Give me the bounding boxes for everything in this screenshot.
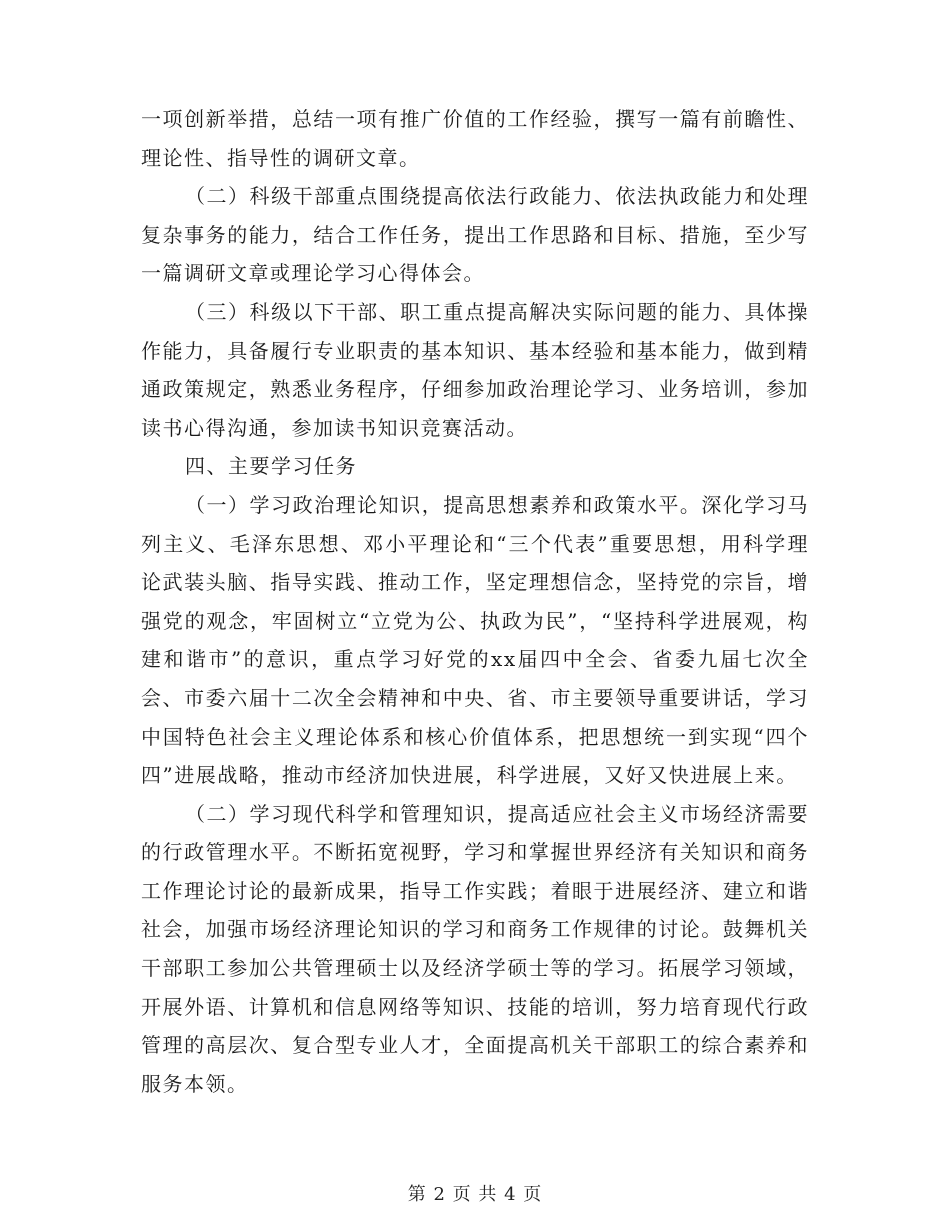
paragraph-political-theory: （一）学习政治理论知识，提高思想素养和政策水平。深化学习马列主义、毛泽东思想、邓小平理论和“三个代表”重要思想，用科学理论武装头脑、指导实践、推动工作，坚定理想信念，坚持党的宗旨，增强党的观念，牢固树立“立党为公、执政为民”，“坚持科学进展观，构建和谐市”的意识，重点学习好党的xx届四中全会、省委九届七次全会、市委六届十二次全会精神和中央、省、市主要领导重要讲话，学习中国特色社会主义理论体系和核心价值体系，把思想统一到实现“四个四”进展战略，推动市经济加快进展，科学进展，又好又快进展上来。: [141, 492, 809, 788]
paragraph-continuation: 一项创新举措，总结一项有推广价值的工作经验，撰写一篇有前瞻性、理论性、指导性的调研文章。: [141, 107, 809, 170]
paragraph-below-section-staff: （三）科级以下干部、职工重点提高解决实际问题的能力、具体操作能力，具备履行专业职责的基本知识、基本经验和基本能力，做到精通政策规定，熟悉业务程序，仔细参加政治理论学习、业务培训，参加读书心得沟通，参加读书知识竞赛活动。: [141, 299, 809, 440]
paragraph-section-level-cadres: （二）科级干部重点围绕提高依法行政能力、依法执政能力和处理复杂事务的能力，结合工作任务，提出工作思路和目标、措施，至少写一篇调研文章或理论学习心得体会。: [141, 184, 809, 286]
section-heading-main-tasks: 四、主要学习任务: [185, 454, 357, 479]
paragraph-modern-management: （二）学习现代科学和管理知识，提高适应社会主义市场经济需要的行政管理水平。不断拓宽视野，学习和掌握世界经济有关知识和商务工作理论讨论的最新成果，指导工作实践；着眼于进展经济、建立和谐社会，加强市场经济理论知识的学习和商务工作规律的讨论。鼓舞机关干部职工参加公共管理硕士以及经济学硕士等的学习。拓展学习领域，开展外语、计算机和信息网络等知识、技能的培训，努力培育现代行政管理的高层次、复合型专业人才，全面提高机关干部职工的综合素养和服务本领。: [141, 801, 809, 1096]
page-footer: 第 2 页 共 4 页: [407, 1184, 543, 1205]
document-body: [141, 100, 809, 1103]
